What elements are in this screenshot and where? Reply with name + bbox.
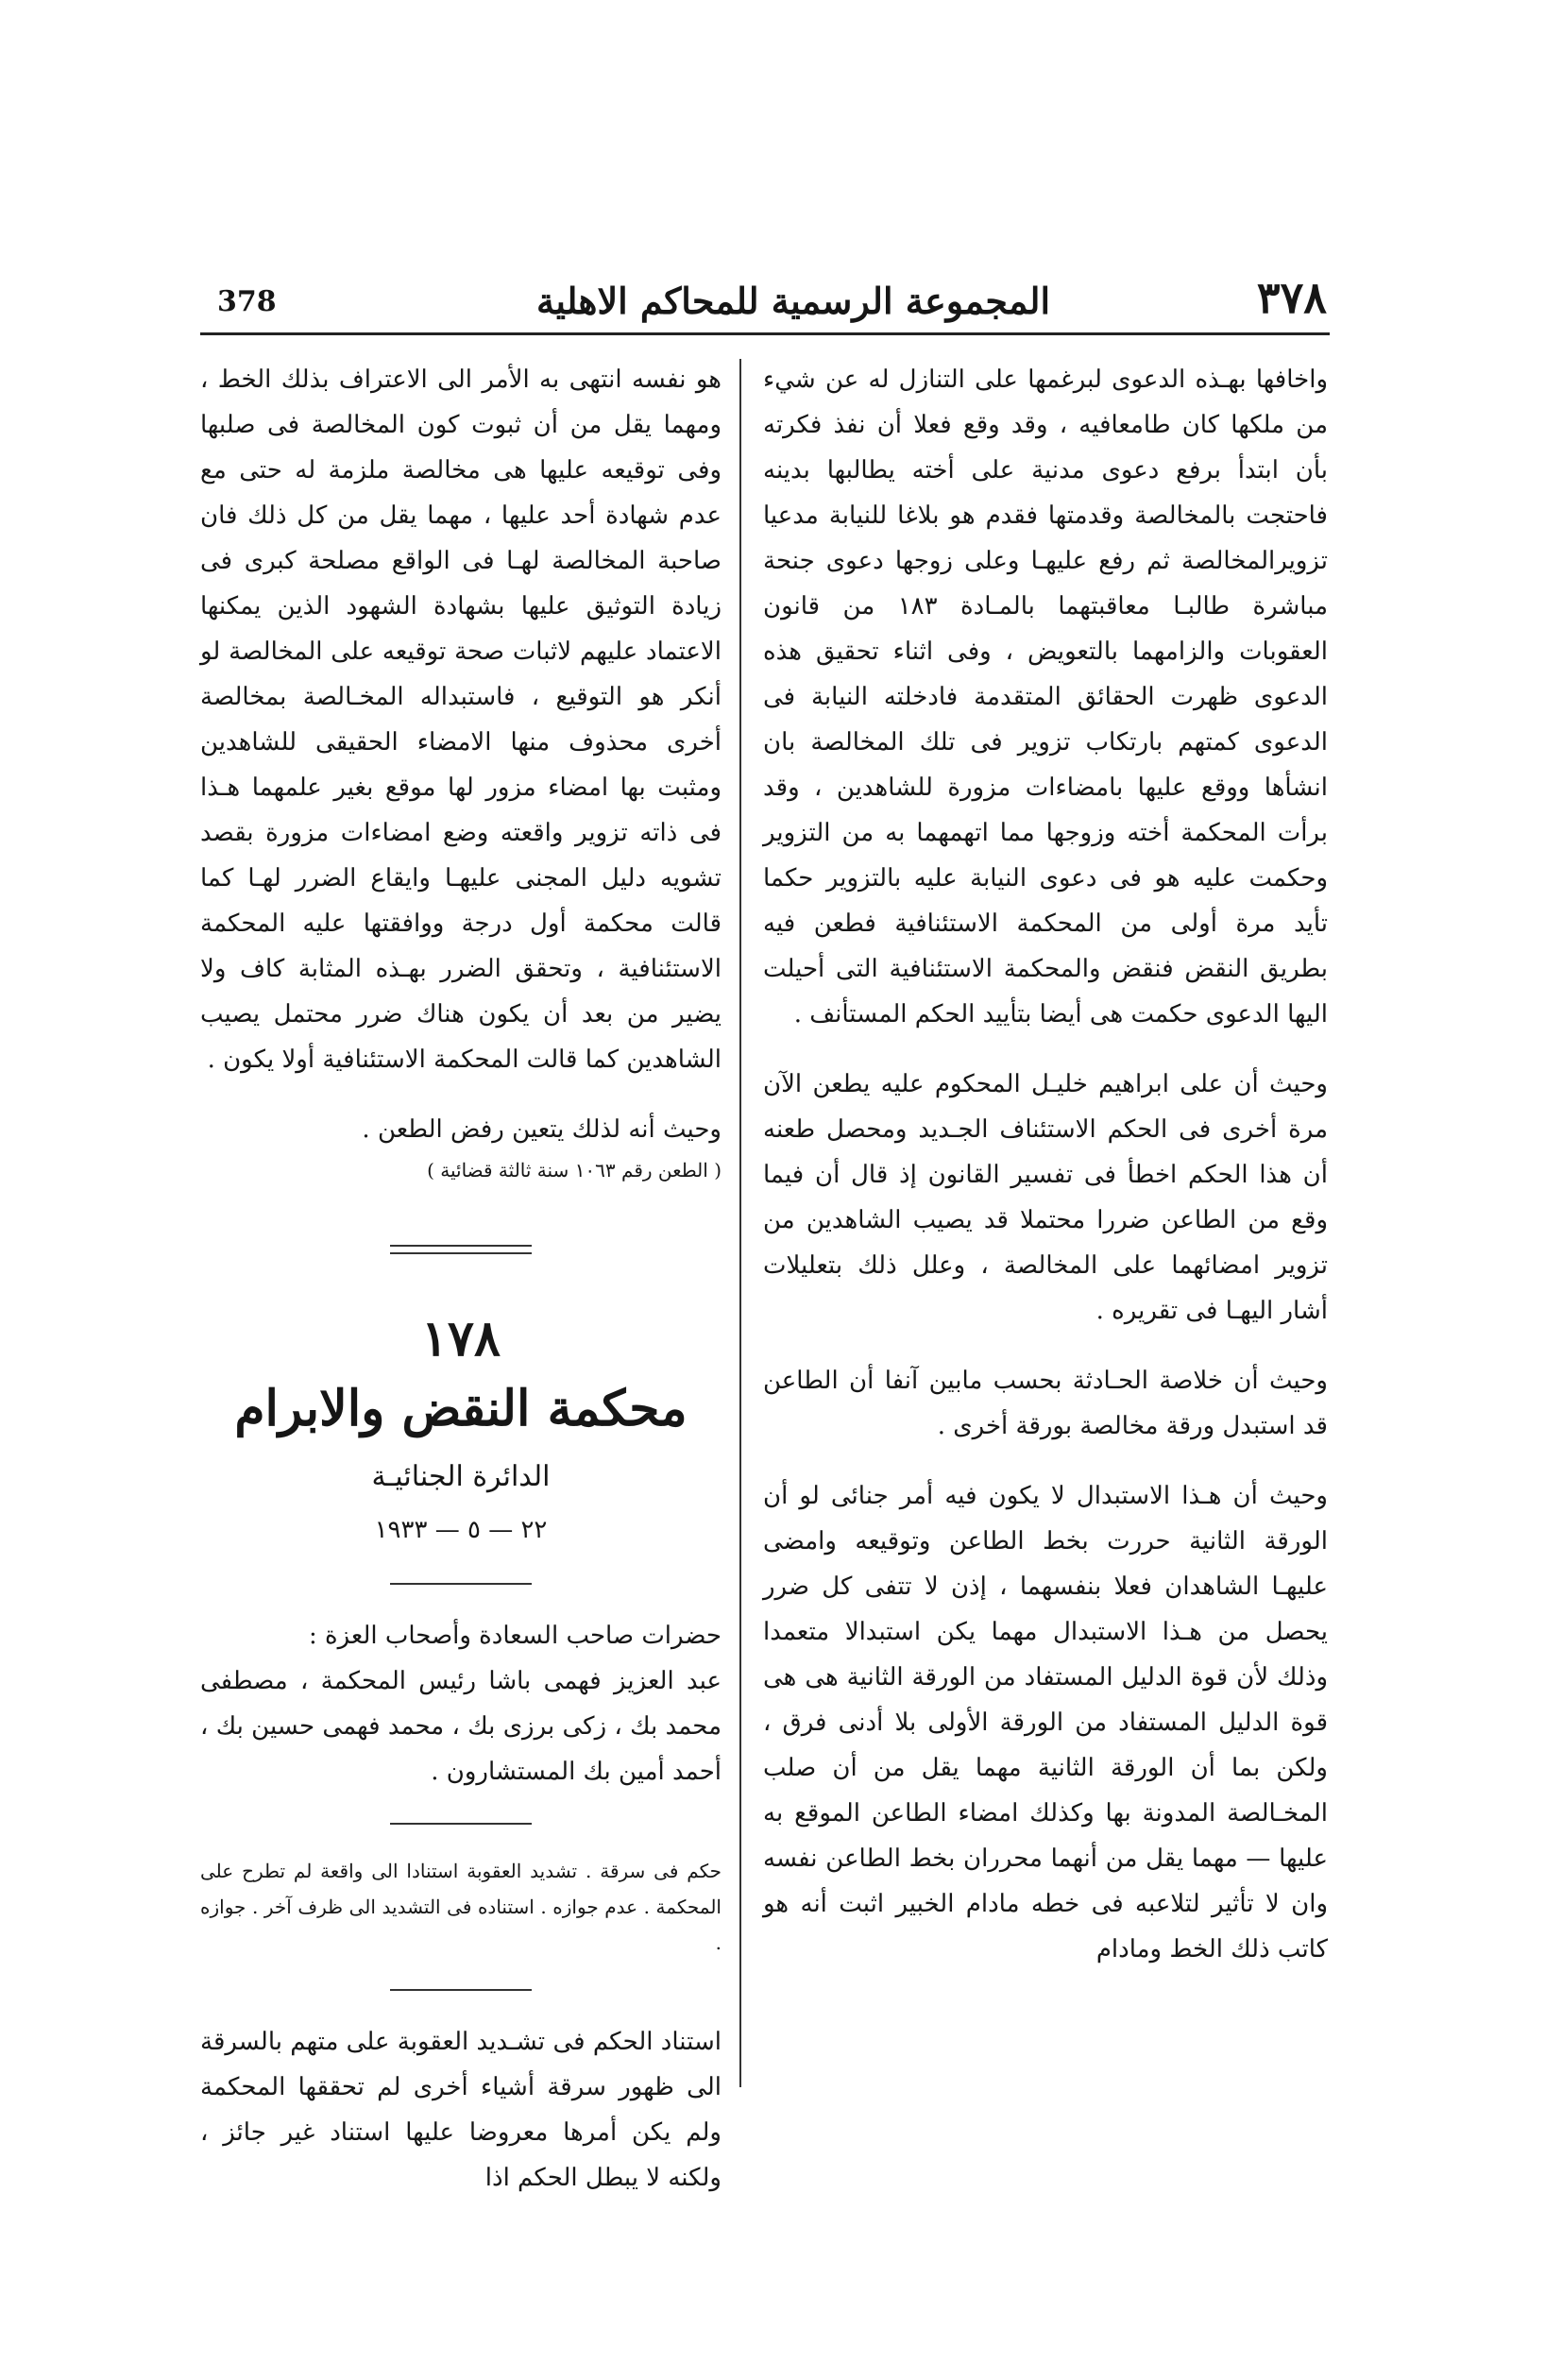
judges-list: عبد العزيز فهمى باشا رئيس المحكمة ، مصطفى محمد بك ، زكى برزى بك ، محمد فهمى حسين بك ، أحمد أمين بك المستشارون . [200,1667,722,1786]
court-name: محكمة النقض والابرام [234,1380,688,1437]
appeal-reference: ( الطعن رقم ١٠٦٣ سنة ثالثة قضائية ) [427,1159,722,1182]
header-rule [200,332,1330,335]
paragraph-gap [763,1449,1328,1473]
section-rule [390,1583,532,1585]
right-paragraph-3: وحيث أن خلاصة الحـادثة بحسب مابين آنفا أن الطاعن قد استبدل ورقة مخالصة بورقة أخرى . [763,1367,1328,1440]
case-number: ١٧٨ [421,1310,501,1368]
paragraph-gap [200,1082,722,1107]
left-paragraph-2: وحيث أنه لذلك يتعين رفض الطعن . [362,1115,722,1144]
court-division: الدائرة الجنائيـة [371,1460,551,1493]
case-summary: حكم فى سرقة . تشديد العقوبة استنادا الى واقعة لم تطرح على المحكمة . عدم جوازه . استناده فى التشديد الى ظرف آخر . جوازه . [200,1860,722,1954]
judgment-date: ٢٢ — ٥ — ١٩٣٣ [374,1516,548,1544]
page-number-latin: 378 [217,285,277,318]
column-divider [739,359,741,2087]
page-number-arabic: ٣٧٨ [1256,272,1327,323]
running-title: المجموعة الرسمية للمحاكم الاهلية [535,280,1051,322]
legal-principle: استناد الحكم فى تشـديد العقوبة على متهم بالسرقة الى ظهور سرقة أشياء أخرى لم تحققها المحكمة ولم يكن أمرها معروضا عليها استناد غير جائز ، ولكنه لا يبطل الحكم اذا [200,2028,722,2192]
left-paragraph-1: هو نفسه انتهى به الأمر الى الاعتراف بذلك الخط ، ومهما يقل من أن ثبوت كون المخالصة فى صلبها وفى توقيعه عليها هى مخالصة ملزمة له حتى مع عدم شهادة أحد عليها ، مهما يقل من كل ذلك فان صاحبة المخالصة لهـا فى الواقع مصلحة كبرى فى زيادة التوثيق عليها بشهادة الشهود الذين يمكنها الاعتماد عليهم لاثبات صحة توقيعه على المخالصة لو أنكر هو التوقيع ، فاستبداله المخـالصة بمخالصة أخرى محذوف منها الامضاء الحقيقى للشاهدين ومثبت بها امضاء مزور لها موقع بغير علمهما هـذا فى ذاته تزوير واقعته وضع امضاءات مزورة بقصد تشويه دليل المجنى عليهـا وايقاع الضرر لهـا كما قالت محكمة أول درجة ووافقتها عليه المحكمة الاستئنافية ، وتحقق الضرر بهـذه المثابة كاف ولا يضير من بعد أن يكون هناك ضرر محتمل يصيب الشاهدين كما قالت المحكمة الاستئنافية أولا يكون . [200,366,722,1074]
right-paragraph-2: وحيث أن على ابراهيم خليـل المحكوم عليه يطعن الآن مرة أخرى فى الحكم الاستئناف الجـديد ومحصل طعنه أن هذا الحكم اخطأ فى تفسير القانون إذ قال أن فيما وقع من الطاعن ضررا محتملا قد يصيب الشاهدين من تزوير امضائهما على المخالصة ، وعلل ذلك بتعليلات أشار اليهـا فى تقريره . [763,1070,1328,1325]
summary-rule [390,1823,532,1825]
section-double-rule [390,1245,532,1254]
paragraph-gap [763,1334,1328,1358]
attendance-line: حضرات صاحب السعادة وأصحاب العزة : [308,1622,722,1650]
paragraph-gap [763,1037,1328,1062]
left-column [200,357,722,2201]
right-column [763,357,1328,1972]
right-paragraph-4: وحيث أن هـذا الاستبدال لا يكون فيه أمر جنائى لو أن الورقة الثانية حررت بخط الطاعن وتوقيعه وامضى عليهـا الشاهدان فعلا بنفسهما ، إذن لا تتفى كل ضرر يحصل من هـذا الاستبدال مهما يكن استبدالا متعمدا وذلك لأن قوة الدليل المستفاد من الورقة الثانية هى هى قوة الدليل المستفاد من الورقة الأولى بلا أدنى فرق ، ولكن بما أن الورقة الثانية مهما يقل من أن صلب المخـالصة المدونة بها وكذلك امضاء الطاعن الموقع به عليها — مهما يقل من أنهما محرران بخط الطاعن نفسه وان لا تأثير لتلاعبه فى خطه مادام الخبير اثبت أنه هو كاتب ذلك الخط ومادام [763,1482,1328,1964]
principle-rule [390,1989,532,1991]
right-paragraph-1: واخافها بهـذه الدعوى لبرغمها على التنازل له عن شيء من ملكها كان طامعافيه ، وقد وقع فعلا أن نفذ فكرته بأن ابتدأ برفع دعوى مدنية على أخته يطالبها بدينه فاحتجت بالمخالصة وقدمتها فقدم هو بلاغا للنيابة مدعيا تزويرالمخالصة ثم رفع عليهـا وعلى زوجها دعوى جنحة مباشرة طالبـا معاقبتهما بالمـادة ١٨٣ من قانون العقوبات والزامهما بالتعويض ، وفى اثناء تحقيق هذه الدعوى ظهرت الحقائق المتقدمة فادخلته النيابة فى الدعوى كمتهم بارتكاب تزوير فى تلك المخالصة بان انشأها ووقع عليها بامضاءات مزورة للشاهدين ، وقد برأت المحكمة أخته وزوجها مما اتهمهما به من التزوير وحكمت عليه هو فى دعوى النيابة عليه بالتزوير حكما تأيد مرة أولى من المحكمة الاستئنافية فطعن فيه بطريق النقض فنقض والمحكمة الاستئنافية التى أحيلت اليها الدعوى حكمت هى أيضا بتأييد الحكم المستأنف . [763,366,1328,1028]
